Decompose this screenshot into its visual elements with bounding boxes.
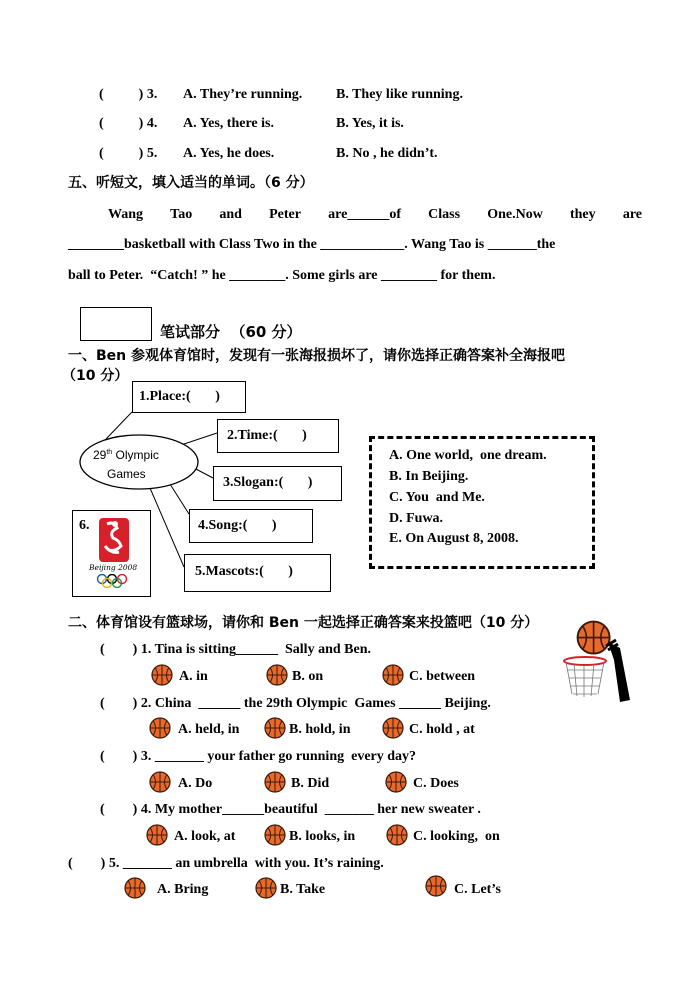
option-a: A. Yes, he does. bbox=[183, 146, 275, 161]
option-b: B. No , he didn’t. bbox=[336, 146, 438, 161]
poster-item-song bbox=[189, 509, 313, 543]
mc-question-1: ( ) 1. Tina is sitting______ Sally and Ben. bbox=[100, 642, 371, 657]
basketball-icon bbox=[264, 824, 286, 846]
mc-question-4: ( ) 4. My mother______beautiful _______ her new sweater . bbox=[100, 802, 481, 817]
poster-item-label: 5.Mascots:( ) bbox=[195, 564, 293, 579]
center-superscript: th bbox=[106, 449, 113, 456]
section-1-score: （10 分） bbox=[62, 368, 129, 384]
basketball-icon bbox=[425, 875, 447, 897]
olympic-rings-icon bbox=[95, 574, 141, 588]
answer-option: C. You and Me. bbox=[389, 490, 485, 505]
word: are bbox=[622, 207, 642, 222]
basketball-icon bbox=[266, 664, 288, 686]
poster-item-label: 1.Place:( ) bbox=[139, 389, 220, 404]
word: One.Now bbox=[487, 207, 543, 222]
poster-item-place bbox=[132, 381, 246, 413]
mc-option: A. Do bbox=[178, 776, 213, 791]
center-number: 29 bbox=[93, 448, 107, 462]
question-number: ( ) 4. bbox=[99, 116, 158, 131]
mc-option: C. Let’s bbox=[454, 882, 501, 897]
word: are______of bbox=[328, 207, 401, 222]
mc-option: C. looking, on bbox=[413, 829, 500, 844]
basketball-icon bbox=[386, 824, 408, 846]
basketball-icon bbox=[385, 771, 407, 793]
basketball-icon bbox=[255, 877, 277, 899]
passage-line-3: ball to Peter. “Catch! ” he ________. Some girls are ________ for them. bbox=[68, 268, 496, 283]
answer-option: E. On August 8, 2008. bbox=[389, 531, 519, 546]
mc-option: A. look, at bbox=[174, 829, 236, 844]
poster-item-label: 2.Time:( ) bbox=[227, 428, 307, 443]
poster-item-6 bbox=[72, 510, 151, 597]
question-number: ( ) 3. bbox=[99, 87, 158, 102]
word: Tao bbox=[170, 207, 193, 222]
mc-question-5: ( ) 5. _______ an umbrella with you. It’s raining. bbox=[68, 856, 384, 871]
option-a: A. They’re running. bbox=[183, 87, 303, 102]
word: Peter bbox=[269, 207, 301, 222]
basketball-icon bbox=[382, 717, 404, 739]
word: they bbox=[569, 207, 596, 222]
mc-option: A. Bring bbox=[157, 882, 209, 897]
written-part-title: 笔试部分 （60 分） bbox=[160, 323, 302, 341]
answer-option: B. In Beijing. bbox=[389, 469, 469, 484]
basketball-icon bbox=[264, 717, 286, 739]
basketball-icon bbox=[124, 877, 146, 899]
mc-option: A. held, in bbox=[178, 722, 240, 737]
basketball-icon bbox=[146, 824, 168, 846]
center-text: Olympic bbox=[112, 448, 159, 462]
answer-option: D. Fuwa. bbox=[389, 511, 444, 526]
poster-item-label: 3.Slogan:( ) bbox=[223, 475, 313, 490]
question-number: ( ) 5. bbox=[99, 146, 158, 161]
mc-option: C. hold , at bbox=[409, 722, 475, 737]
basketball-icon bbox=[264, 771, 286, 793]
option-a: A. Yes, there is. bbox=[183, 116, 274, 131]
word: Class bbox=[428, 207, 461, 222]
section-2-title: 二、体育馆设有篮球场，请你和 Ben 一起选择正确答案来投篮吧（10 分） bbox=[68, 615, 539, 631]
mc-option: B. Take bbox=[280, 882, 326, 897]
mc-question-3: ( ) 3. _______ your father go running every day? bbox=[100, 749, 417, 764]
section-1-title: 一、Ben 参观体育馆时，发现有一张海报损坏了，请你选择正确答案补全海报吧 bbox=[68, 348, 566, 364]
basketball-icon bbox=[149, 771, 171, 793]
section-5-title: 五、听短文，填入适当的单词。（6 分） bbox=[68, 175, 314, 191]
mc-option: B. on bbox=[292, 669, 324, 684]
mc-question-2: ( ) 2. China ______ the 29th Olympic Games ______ Beijing. bbox=[100, 696, 491, 711]
word: and bbox=[219, 207, 242, 222]
logo-caption: Beijing 2008 bbox=[89, 563, 138, 572]
mc-option: B. hold, in bbox=[289, 722, 351, 737]
basketball-icon bbox=[151, 664, 173, 686]
poster-item-label: 6. bbox=[79, 518, 90, 533]
mc-option: C. between bbox=[409, 669, 476, 684]
basketball-hoop-icon bbox=[558, 620, 640, 704]
poster-item-slogan bbox=[213, 466, 342, 501]
word: Wang bbox=[108, 207, 144, 222]
passage-line-2: ________basketball with Class Two in the ____________. Wang Tao is _______the bbox=[68, 237, 556, 252]
mc-option: C. Does bbox=[413, 776, 459, 791]
center-text-line-2: Games bbox=[107, 467, 146, 481]
mc-option: B. Did bbox=[291, 776, 330, 791]
poster-item-label: 4.Song:( ) bbox=[198, 518, 277, 533]
poster-item-time bbox=[217, 419, 339, 453]
mc-option: A. in bbox=[179, 669, 208, 684]
poster-center-label bbox=[80, 443, 198, 484]
option-b: B. Yes, it is. bbox=[336, 116, 404, 131]
basketball-icon bbox=[382, 664, 404, 686]
poster-item-mascots bbox=[184, 554, 331, 592]
mc-option: B. looks, in bbox=[289, 829, 356, 844]
answer-option: A. One world, one dream. bbox=[389, 448, 547, 463]
basketball-icon bbox=[149, 717, 171, 739]
option-b: B. They like running. bbox=[336, 87, 463, 102]
